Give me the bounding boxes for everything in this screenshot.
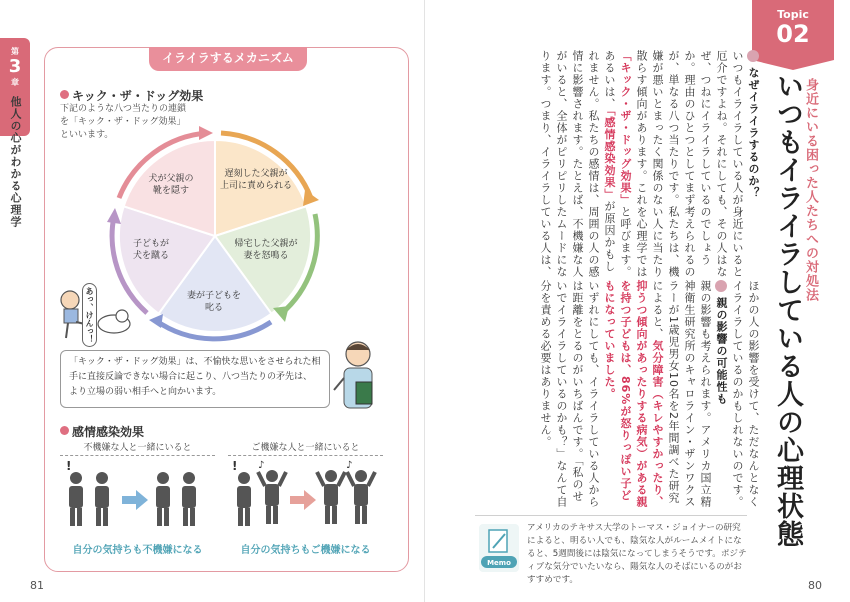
memo-box — [475, 515, 747, 585]
presenter-illustration — [332, 338, 398, 424]
question-heading-1-text: なぜイライラするのか？ — [747, 66, 760, 199]
kick-dog-description: 下記のような八つ当たりの連鎖を「キック・ザ・ドッグ効果」といいます。 — [60, 104, 187, 140]
chapter-side-title: 他人の心がわかる心理学 — [9, 96, 22, 228]
person-head-icon — [715, 280, 727, 292]
body-text-c: が原因かもしれません。私たちの感情は、周囲の人の感情に影響されます。たとえば、不機嫌な人がいると、全体がピリピリしたムードになります。つまり、イライラしている人は、 — [539, 50, 616, 278]
speech-bubble: あっ、けんっ！ — [82, 283, 97, 347]
arrowhead-4 — [107, 208, 121, 224]
question-heading-2 — [713, 280, 729, 508]
arrowhead-5 — [199, 126, 213, 140]
cheerful-panel — [228, 440, 383, 558]
grumpy-panel-title: 不機嫌な人と一緒にいると — [60, 440, 215, 456]
body-paragraph-1 — [537, 50, 745, 282]
body-text-a: いつもイライラしている人が身近にいると厄介ですよね。それにしても、その人はなぜ、つねにイライラしているのでしょうか。理由のひとつとしてまず考えられるのが、単なる八つ当たりです。私たちは、機嫌が悪いとまったく関係のない人に当たり散らす傾向があります。これを心理学では — [635, 50, 744, 278]
topic-label: Topic — [777, 8, 809, 21]
topic-badge — [752, 0, 834, 60]
question-heading-2-text: 親の影響の可能性も — [715, 296, 728, 405]
upper-text-block — [471, 50, 761, 282]
kick-dog-heading-text: キック・ザ・ドッグ効果 — [72, 89, 204, 103]
arrowhead-2 — [273, 306, 289, 322]
cheerful-panel-caption: 自分の気持ちもご機嫌になる — [240, 545, 371, 556]
emotion-heading — [60, 423, 144, 440]
right-page — [425, 0, 850, 602]
memo-label: Memo — [487, 559, 511, 567]
bullet-dot-icon — [60, 426, 69, 435]
step-5-line-2: 靴を隠す — [152, 186, 189, 196]
step-1-line-2: 上司に責められる — [219, 181, 292, 191]
body-paragraph-2: ほかの人の影響を受けて、ただなんとなくイライラしているのかもしれないのです。 — [731, 280, 760, 508]
cycle-step-3 — [176, 290, 252, 314]
cheerful-panel-title: ご機嫌な人と一緒にいると — [228, 440, 383, 456]
lower-text-block — [471, 280, 761, 508]
page-number-right: 80 — [808, 579, 822, 592]
cycle-step-5 — [133, 173, 209, 197]
quote-line-2: 手に直接反論できない場合に起こり、八つ当たりの矛先は、 — [69, 372, 313, 382]
cycle-step-2 — [228, 238, 304, 262]
svg-text:♪: ♪ — [258, 460, 265, 471]
svg-text:!: ! — [232, 459, 238, 473]
step-1-line-1: 遅刻した父親が — [224, 169, 288, 179]
body-text-b: と呼びます。あるいは、 — [603, 50, 632, 278]
page-title: いつもイライラしている人の心理状態 — [772, 72, 803, 548]
arrowhead-3 — [149, 314, 163, 328]
step-4-line-2: 犬を蹴る — [132, 251, 169, 261]
mechanism-box-heading: イライラするメカニズム — [149, 47, 307, 71]
page-subtitle: 身近にいる困った人たちへの対処法 — [803, 78, 818, 302]
bullet-dot-icon — [60, 90, 69, 99]
body-text-e: 親の影響も考えられます。アメリカ国立精神衛生研究所のキャロライン・ザンワクスラーが1歳児男女10名を2年間調べた研究によると、 — [651, 280, 712, 508]
chapter-pre: 第 — [11, 47, 19, 56]
body-paragraph-4: いずれにしても、イライラしている人からは距離をとるのがいちばんです。「私のせいでイライラしているのかも？」なんて自分を責める必要はありません。 — [539, 280, 600, 508]
quote-line-3: より立場の弱い相手へと向かいます。 — [69, 387, 222, 397]
grumpy-panel — [60, 440, 215, 558]
cycle-step-1 — [218, 168, 294, 192]
grumpy-panel-caption: 自分の気持ちも不機嫌になる — [72, 545, 203, 556]
topic-badge-notch — [752, 60, 834, 70]
step-3-line-2: 叱る — [204, 303, 223, 313]
cycle-step-4 — [113, 238, 189, 262]
highlight-kick-dog: 「キック・ザ・ドッグ効果」 — [619, 50, 632, 206]
quote-line-1: 「キック・ザ・ドッグ効果」は、不愉快な思いをさせられた相 — [69, 357, 321, 367]
chapter-number: 3 — [8, 56, 22, 77]
highlight-emotion-contagion: 「感情感染効果」 — [603, 110, 616, 201]
topic-number: 02 — [776, 20, 810, 48]
svg-text:!: ! — [66, 459, 72, 473]
question-heading-1 — [745, 50, 761, 282]
svg-text:♪: ♪ — [346, 460, 353, 471]
kick-dog-explanation — [60, 350, 330, 408]
pencil-icon — [479, 524, 519, 572]
body-paragraph-3 — [601, 280, 713, 508]
page-number-left: 81 — [30, 579, 44, 592]
chapter-post: 章 — [11, 78, 19, 87]
memo-pencil-icon — [479, 524, 519, 572]
step-4-line-1: 子どもが — [132, 239, 169, 249]
step-2-line-2: 妻を怒鳴る — [243, 251, 289, 261]
cheerful-figures-illustration — [228, 456, 383, 536]
step-2-line-1: 帰宅した父親が — [234, 239, 298, 249]
step-5-line-1: 犬が父親の — [148, 174, 194, 184]
kick-dog-heading — [60, 87, 203, 104]
emotion-heading-text: 感情感染効果 — [72, 425, 145, 439]
step-3-line-1: 妻が子どもを — [186, 291, 241, 301]
highlight-research-result: 気分障害（キレやすかったり、抑うつ傾向があったりする病気）がある親を持つ子どもは、86%が怒りっぽい子どもになっていました。 — [603, 280, 664, 508]
person-head-icon — [747, 50, 759, 62]
memo-text: アメリカのテキサス大学のトーマス・ジョイナーの研究によると、明るい人でも、陰気な人がルームメイトになると、5週間後には陰気になってしまうそうです。ポジティブな気分でいたいなら、陽気な人のそばにいるのがおすすめです。 — [527, 523, 747, 585]
grumpy-figures-illustration — [60, 456, 215, 536]
